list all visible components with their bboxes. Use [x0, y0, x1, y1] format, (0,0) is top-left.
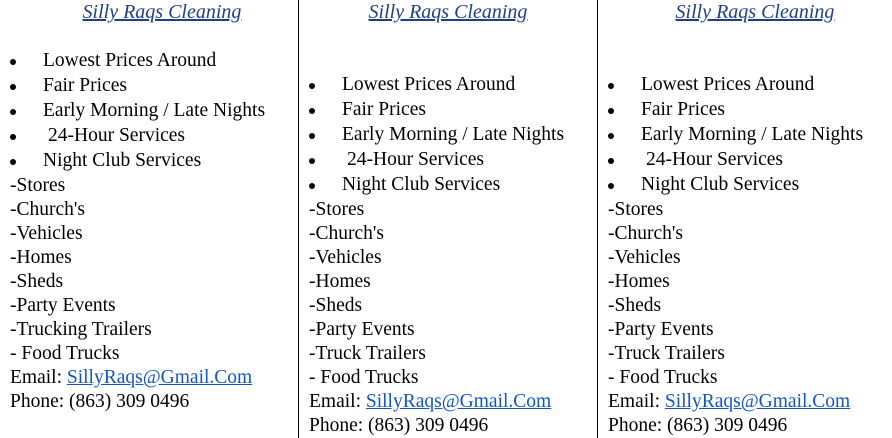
feature-text: Fair Prices	[342, 99, 426, 120]
feature-text: Night Club Services	[641, 174, 800, 195]
phone-line: Phone: (863) 309 0496	[309, 415, 489, 436]
service-list	[608, 198, 892, 390]
flyer-column-1	[0, 0, 298, 438]
service-item: -Church's	[10, 199, 86, 220]
service-item: -Church's	[309, 223, 385, 244]
feature-list	[10, 49, 298, 174]
email-link[interactable]: SillyRaqs@Gmail.Com	[664, 391, 851, 412]
email-label: Email:	[309, 391, 366, 412]
service-list	[10, 174, 298, 366]
service-item: -Sheds	[608, 295, 662, 316]
service-item: -Stores	[608, 199, 664, 220]
feature-item	[10, 74, 298, 99]
feature-text: 24-Hour Services	[347, 149, 485, 170]
feature-text: 24-Hour Services	[646, 149, 784, 170]
service-item: - Food Trucks	[10, 343, 120, 364]
service-item: -Homes	[608, 271, 670, 292]
service-item: -Truck Trailers	[309, 343, 426, 364]
flyer-title: Silly Raqs Cleaning	[82, 1, 242, 23]
service-item: -Party Events	[608, 319, 714, 340]
service-list	[309, 198, 597, 390]
bullet-dot-icon	[608, 158, 614, 164]
service-item: -Sheds	[309, 295, 363, 316]
feature-item	[309, 73, 597, 98]
feature-item	[608, 98, 892, 123]
feature-item	[309, 98, 597, 123]
feature-item	[309, 148, 597, 173]
flyer-content	[0, 49, 298, 414]
service-item: -Stores	[309, 199, 365, 220]
flyer-column-2	[298, 0, 597, 438]
bullet-dot-icon	[10, 59, 16, 65]
service-item: -Sheds	[10, 271, 64, 292]
bullet-dot-icon	[309, 183, 315, 189]
phone-line: Phone: (863) 309 0496	[10, 391, 190, 412]
feature-text: Fair Prices	[641, 99, 725, 120]
feature-item	[608, 173, 892, 198]
flyer-content	[598, 73, 892, 438]
service-item: -Homes	[10, 247, 72, 268]
bullet-dot-icon	[309, 158, 315, 164]
feature-text: Lowest Prices Around	[342, 74, 516, 95]
email-line	[608, 390, 892, 414]
bullet-dot-icon	[10, 134, 16, 140]
feature-item	[10, 99, 298, 124]
email-link[interactable]: SillyRaqs@Gmail.Com	[365, 391, 552, 412]
email-line	[10, 366, 298, 390]
feature-item	[608, 73, 892, 98]
bullet-dot-icon	[309, 133, 315, 139]
bullet-dot-icon	[608, 183, 614, 189]
service-item: -Party Events	[309, 319, 415, 340]
service-item: -Party Events	[10, 295, 116, 316]
bullet-dot-icon	[10, 159, 16, 165]
feature-text: Early Morning / Late Nights	[43, 100, 266, 121]
phone-line: Phone: (863) 309 0496	[608, 415, 788, 436]
bullet-dot-icon	[608, 108, 614, 114]
bullet-dot-icon	[10, 84, 16, 90]
service-item: - Food Trucks	[608, 367, 718, 388]
flyer-title: Silly Raqs Cleaning	[368, 1, 528, 23]
feature-text: Early Morning / Late Nights	[641, 124, 864, 145]
service-item: - Food Trucks	[309, 367, 419, 388]
flyer-content	[299, 73, 597, 438]
service-item: -Vehicles	[608, 247, 681, 268]
feature-text: Night Club Services	[43, 150, 202, 171]
feature-list	[608, 73, 892, 198]
email-label: Email:	[10, 367, 67, 388]
feature-text: Lowest Prices Around	[43, 50, 217, 71]
email-line	[309, 390, 597, 414]
bullet-dot-icon	[608, 83, 614, 89]
service-item: -Vehicles	[10, 223, 83, 244]
feature-item	[10, 124, 298, 149]
bullet-dot-icon	[608, 133, 614, 139]
feature-item	[10, 49, 298, 74]
feature-item	[309, 173, 597, 198]
feature-item	[10, 149, 298, 174]
feature-text: Lowest Prices Around	[641, 74, 815, 95]
service-item: -Vehicles	[309, 247, 382, 268]
feature-text: 24-Hour Services	[48, 125, 186, 146]
service-item: -Stores	[10, 175, 66, 196]
flyer-title: Silly Raqs Cleaning	[675, 1, 835, 23]
bullet-dot-icon	[10, 109, 16, 115]
feature-text: Night Club Services	[342, 174, 501, 195]
feature-list	[309, 73, 597, 198]
service-item: -Truck Trailers	[608, 343, 725, 364]
service-item: -Homes	[309, 271, 371, 292]
feature-text: Fair Prices	[43, 75, 127, 96]
flyer-column-3	[597, 0, 892, 438]
email-label: Email:	[608, 391, 665, 412]
feature-item	[309, 123, 597, 148]
service-item: -Church's	[608, 223, 684, 244]
feature-item	[608, 123, 892, 148]
feature-item	[608, 148, 892, 173]
feature-text: Early Morning / Late Nights	[342, 124, 565, 145]
email-link[interactable]: SillyRaqs@Gmail.Com	[66, 367, 253, 388]
bullet-dot-icon	[309, 83, 315, 89]
bullet-dot-icon	[309, 108, 315, 114]
service-item: -Trucking Trailers	[10, 319, 152, 340]
